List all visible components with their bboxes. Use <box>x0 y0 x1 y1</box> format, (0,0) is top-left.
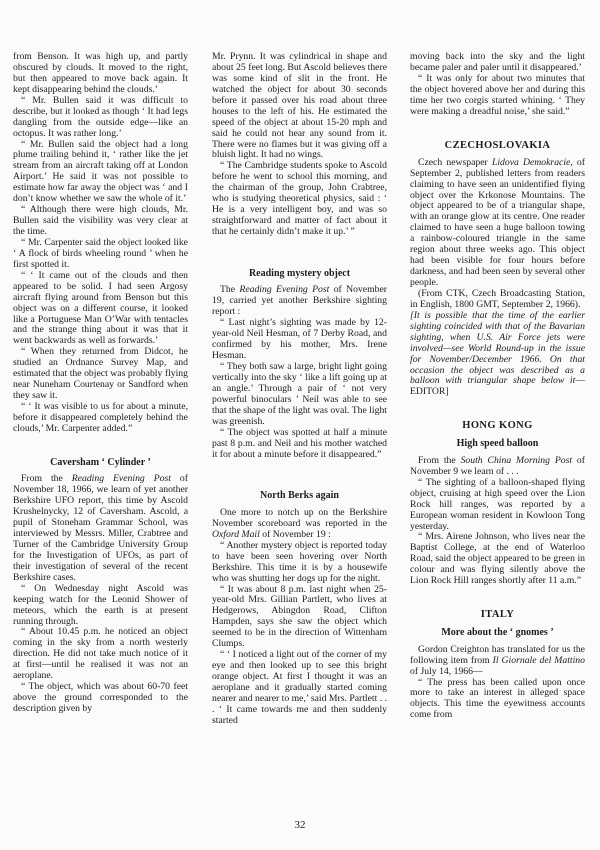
paragraph: “ ‘ It was visible to us for about a minute, before it disappeared completely behind the clouds,’ Mr. Carpenter added.” <box>13 401 188 434</box>
editor-note-text: [It is possible that the time of the earlier sighting coincided with that of the Bavarian sighting, when U.S. Air Force jets were involved—see World Round-up in the issue for November/December 1966. On that occasion the object was described as a balloon with triangular shape below it <box>410 309 585 387</box>
section-heading-czechoslovakia: CZECHOSLOVAKIA <box>444 139 551 151</box>
paragraph: moving back into the sky and the light became paler and paler until it disappeared.’ <box>410 51 585 73</box>
section-heading-caversham: Caversham ‘ Cylinder ’ <box>50 456 151 468</box>
editor-tag: —EDITOR] <box>410 375 585 398</box>
paragraph: “ It was about 8 p.m. last night when 25-year-old Mrs. Gillian Partlett, who lives at Hedgerows, Abingdon Road, Clifton Hampden, says she saw the object which seemed to be in the direction of Wittenham Clumps. <box>212 583 387 650</box>
section-heading-north-berks: North Berks again <box>260 490 339 502</box>
text-run: From the <box>418 454 461 466</box>
paragraph: “ Mr. Carpenter said the object looked like ‘ A flock of birds wheeling round ’ when he first spotted it. <box>13 236 188 270</box>
source-title: Reading Evening Post <box>239 284 330 296</box>
subheading-gnomes: More about the ‘ gnomes ’ <box>441 627 554 639</box>
section-heading-hong-kong: HONG KONG <box>462 420 533 432</box>
paragraph: “ On Wednesday night Ascold was keeping watch for the Leonid Shower of meteors, which the earth is at present running through. <box>13 582 188 627</box>
text-run: From the <box>21 473 72 485</box>
source-title: Il Giornale del Mattino <box>492 654 585 666</box>
paragraph: “ ‘ It came out of the clouds and then appeared to be solid. I had seen Argosy aircraft flying around from Benson but this object was on a different course, it looked like a Portuguese Man O’War with tentacles and the strange thing about it was that it went backwards as well as forwards.’ <box>13 269 188 347</box>
section-heading-reading: Reading mystery object <box>248 267 351 279</box>
paragraph: “ When they returned from Didcot, he studied an Ordnance Survey Map, and estimated that the object was probably flying near Nuneham Courtenay or Sandford when they saw it. <box>13 346 188 402</box>
text-run: Czech newspaper <box>418 156 492 168</box>
paragraph <box>410 645 585 678</box>
paragraph: “ Another mystery object is reported today to have been seen hovering over North Berkshire. This time it is by a housewife who was shutting her dogs up for the night. <box>212 539 387 584</box>
paragraph <box>13 474 188 583</box>
paragraph: “ About 10.45 p.m. he noticed an object coming in the sky from a north westerly direction. He did not take much notice of it at first—until he realised it was not an aeroplane. <box>13 626 188 682</box>
column-2 <box>212 52 387 727</box>
paragraph: “ Mr. Bullen said it was difficult to describe, but it looked as though ‘ It had legs dangling from the outside edge—like an octopus. It was rather long.’ <box>13 94 188 139</box>
source-title: Lidova Demokracie, <box>491 156 573 168</box>
text-run: of November 9 we learn of . . . <box>410 454 585 477</box>
text-run: One more to notch up on the Berkshire November scoreboard was reported in the <box>212 506 387 529</box>
text-run: The <box>220 284 240 296</box>
page-number: 32 <box>294 819 306 831</box>
text-run: of November 19, carried yet another Berkshire sighting report : <box>212 284 387 318</box>
source-title: South China Morning Post <box>460 454 573 466</box>
section-heading-italy: ITALY <box>480 609 515 621</box>
paragraph <box>212 285 387 318</box>
paragraph: “ Mr. Bullen said the object had a long plume trailing behind it, ‘ rather like the jet stream from an aircraft taking off at London Airport.’ He said it was not possible to estimate how far away the object was ‘ and I don’t know whether we saw the whole of it.’ <box>13 138 188 205</box>
paragraph: “ Mrs. Airene Johnson, who lives near the Baptist College, at the end of Waterloo Road, said the object appeared to be green in colour and was flying silently above the Lion Rock Hill ranges shortly after 11 a.m.” <box>410 531 585 587</box>
paragraph: from Benson. It was high up, and partly obscured by clouds. It moved to the right, but then appeared to move back again. It kept disappearing behind the clouds.’ <box>13 51 188 95</box>
text-run: Gordon Creighton has translated for us the following item from <box>410 643 585 666</box>
source-title: Oxford Mail <box>212 528 260 540</box>
paragraph: “ The Cambridge students spoke to Ascold before he went to school this morning, and the chairman of the group, John Crabtree, who is studying theoretical physics, said : ‘ He is a very intelligent boy, and was so straightforward and matter of fact about it that he certainly didn’t make it up.’ ” <box>212 160 387 237</box>
source-title: Reading Evening Post <box>71 473 171 485</box>
text-run: of November 19 : <box>259 528 331 540</box>
subheading-high-speed-balloon: High speed balloon <box>456 438 539 450</box>
editor-note <box>410 311 585 399</box>
paragraph: “ Although there were high clouds, Mr. Bullen said the visibility was very clear at the time. <box>13 204 188 237</box>
paragraph: Mr. Prynn. It was cylindrical in shape and about 25 feet long. But Ascold believes there was some kind of slit in the front. He watched the object for about 30 seconds before it passed over his road about three houses to the left of his. He estimated the speed of the object at about 15-20 mph and said he could not hear any sound from it. There were no flames but it was giving off a bluish light. It had no wings. <box>212 51 387 161</box>
column-1 <box>13 52 188 715</box>
paragraph <box>410 158 585 289</box>
paragraph: “ They both saw a large, bright light going vertically into the sky ‘ like a lift going up at an angle.’ Through a pair of ‘ not very powerful binoculars ’ Neil was able to see that the shape of the light was oval. The light was greenish. <box>212 361 387 427</box>
text-run: of September 2, published letters from readers claiming to have seen an unidentified flying object over the Krkonose Mountains. The object appeared to be of a triangular shape, with an orange glow at its centre. One reader claimed to have seen a huge balloon towing a rainbow-coloured triangle in the same region about three weeks ago. This object had been visible for four hours before darkness, and had been seen by several other people. <box>410 156 585 288</box>
text-run: of November 18, 1966, we learn of yet another Berkshire UFO report, this time by Ascold Krushelnycky, 12 of Caversham. Ascold, a pupil of Stoneham Grammar School, was interviewed by Messrs. Miller, Crabtree and Turner of the Cambridge University Group for the Investigation of UFOs, as part of their investigation of several of the recent Berkshire cases. <box>13 473 188 583</box>
paragraph <box>410 456 585 478</box>
paragraph: “ The press has been called upon once more to take an interest in alleged space objects. This time the eyewitness accounts come from <box>410 676 585 721</box>
source-credit: (From CTK, Czech Broadcasting Station, in English, 1800 GMT, September 2, 1966). <box>410 287 585 310</box>
text-run: of July 14, 1966— <box>410 665 483 677</box>
paragraph <box>212 508 387 541</box>
paragraph: “ The object was spotted at half a minute past 8 p.m. and Neil and his mother watched it for about a minute before it disappeared.” <box>212 426 387 460</box>
paragraph: “ The object, which was about 60-70 feet above the ground corresponded to the description given by <box>13 681 188 714</box>
paragraph: “ It was only for about two minutes that the object hovered above her and during this time her two corgis started whining. ‘ They were making a dreadful noise,’ she said.” <box>410 72 585 117</box>
paragraph: “ Last night’s sighting was made by 12-year-old Neil Hesman, of 7 Derby Road, and confirmed by his mother, Mrs. Irene Hesman. <box>212 317 387 362</box>
paragraph: “ The sighting of a balloon-shaped flying object, cruising at high speed over the Lion Rock hill ranges, was reported by a European woman resident in Kowloon Tong yesterday. <box>410 476 585 532</box>
paragraph: “ ‘ I noticed a light out of the corner of my eye and then looked up to see this bright orange object. At first I thought it was an aeroplane and it gradually started coming nearer and nearer to me,’ said Mrs. Partlett . . . ‘ It came towards me and then suddenly started <box>212 649 387 726</box>
column-3 <box>410 52 585 721</box>
